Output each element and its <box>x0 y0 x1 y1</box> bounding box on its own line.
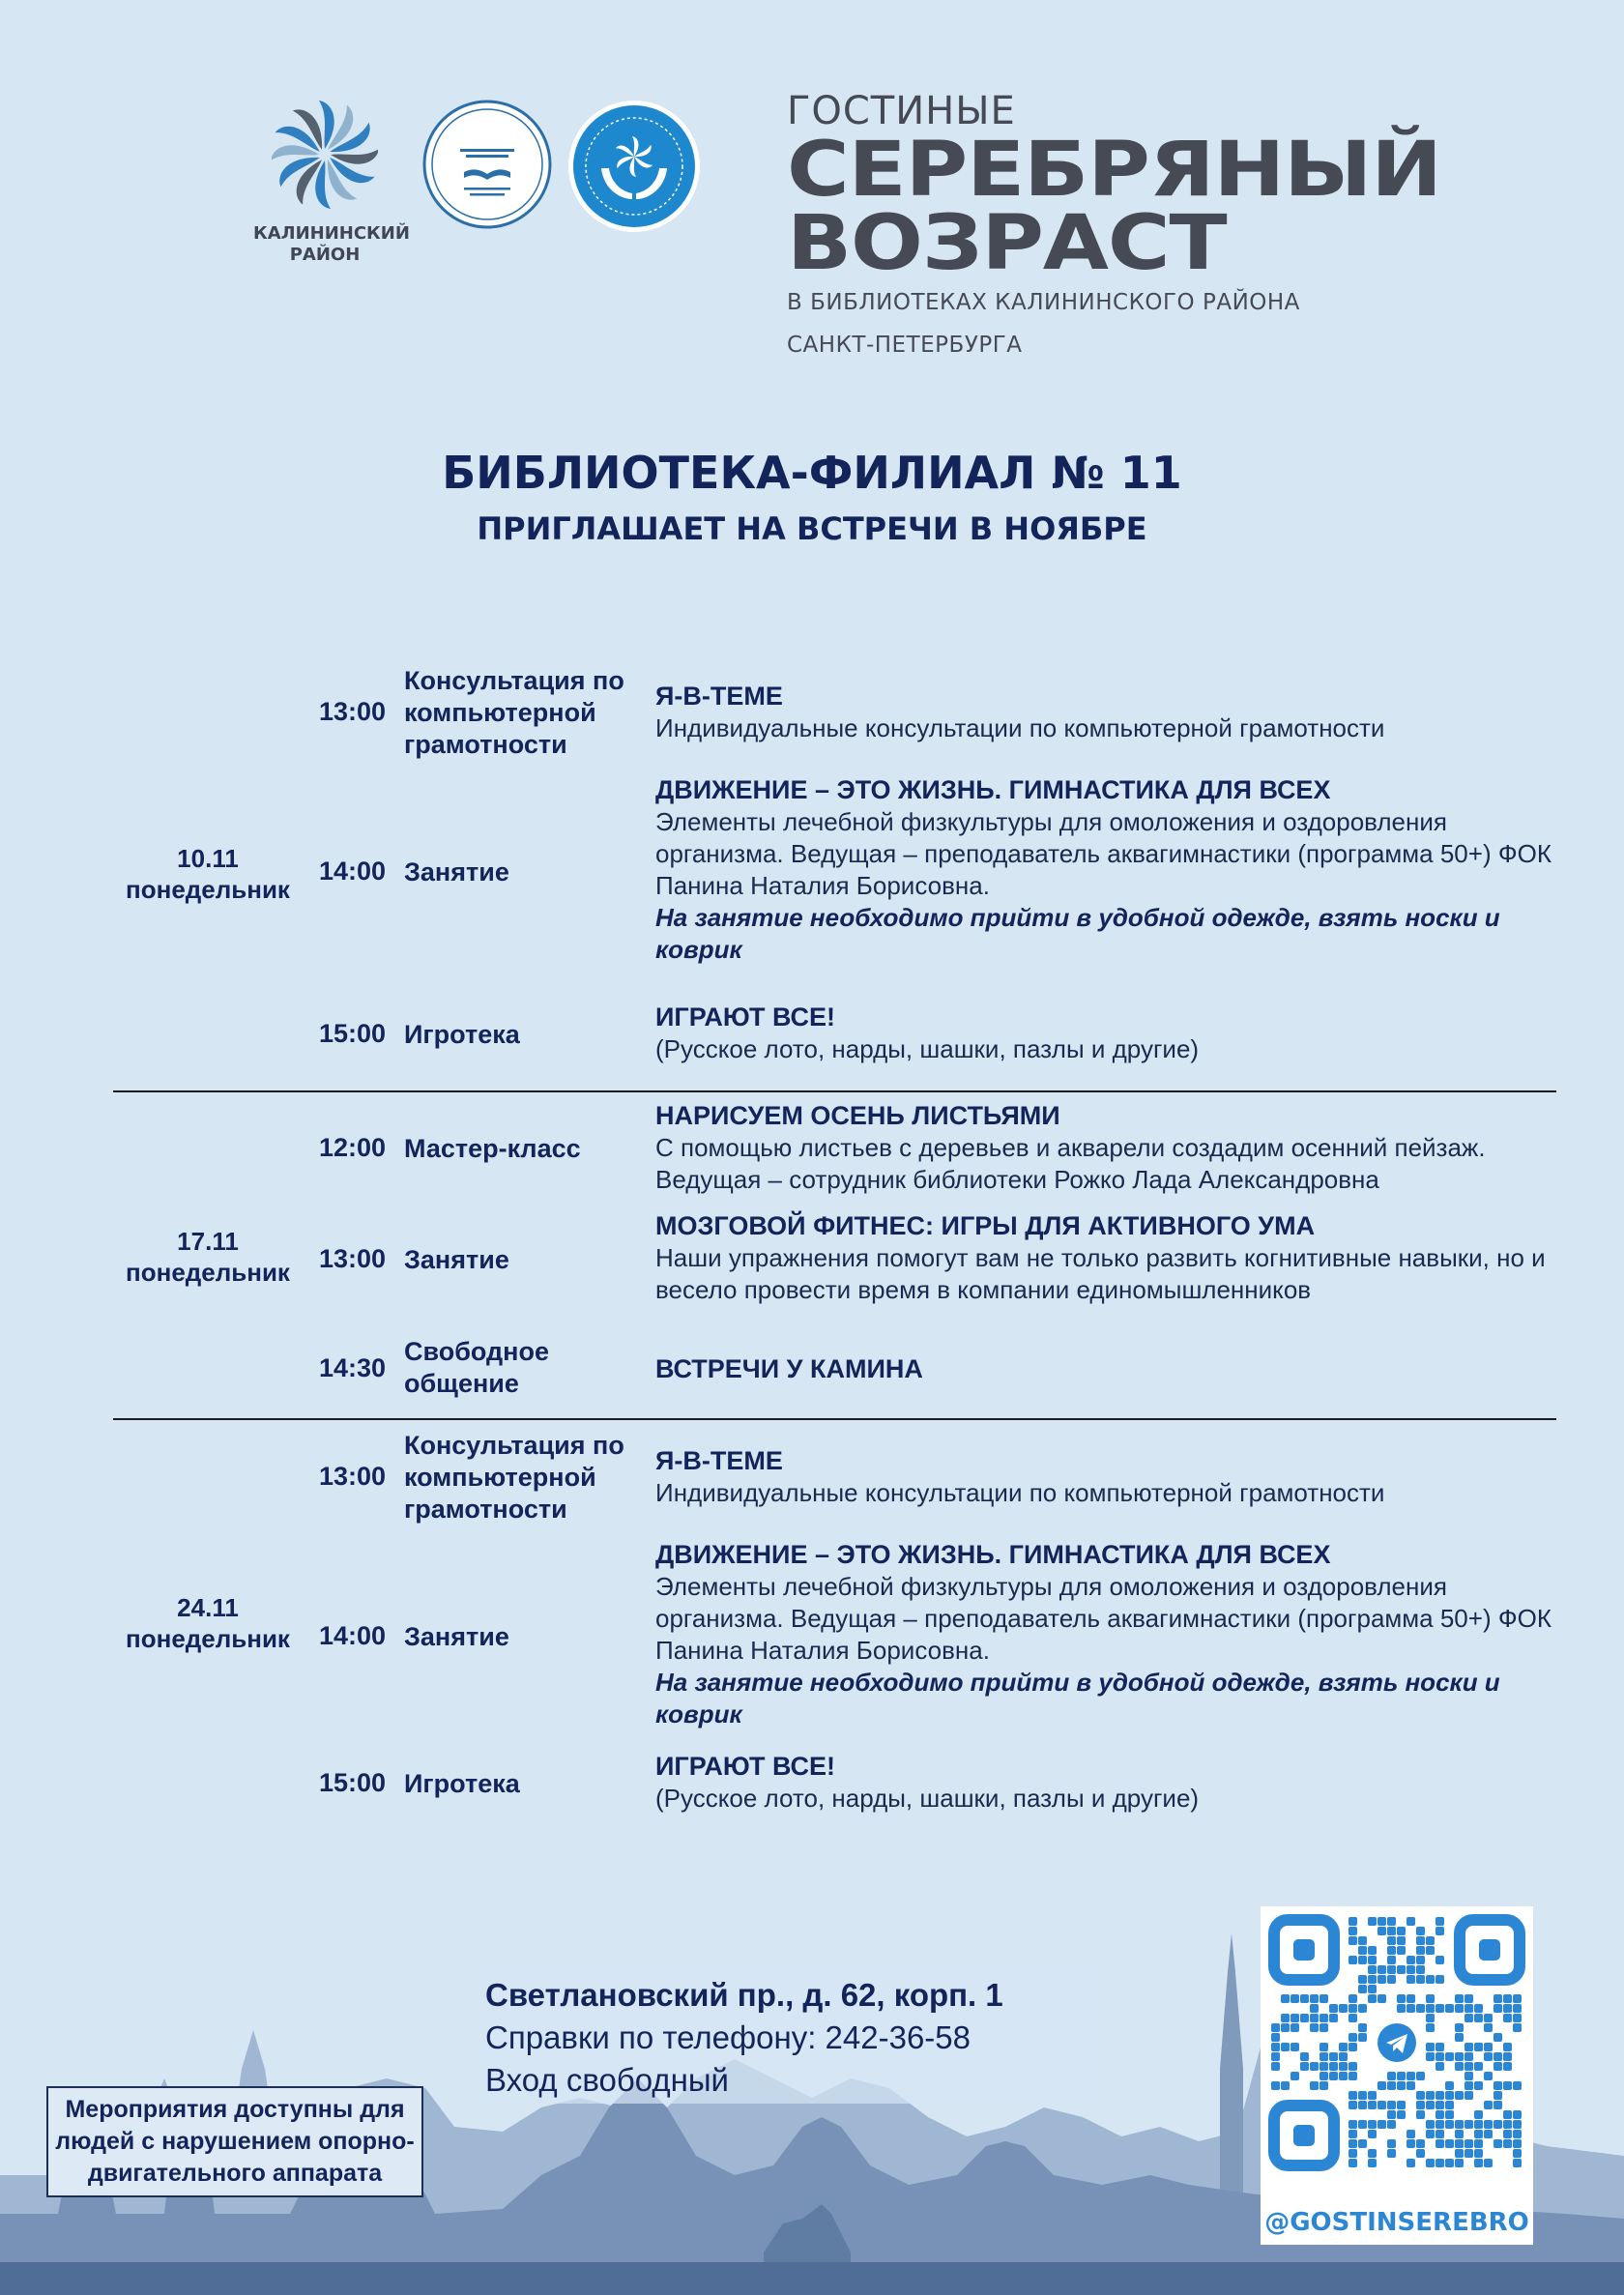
day-date-3: 24.11 понедельник <box>126 1593 290 1653</box>
event-title: ВСТРЕЧИ У КАМИНА <box>655 1354 923 1383</box>
event-description <box>655 1539 1564 1730</box>
brand-logo <box>787 89 1441 358</box>
event-title: НАРИСУЕМ ОСЕНЬ ЛИСТЬЯМИ <box>655 1101 1060 1130</box>
swirl-emblem-icon <box>272 97 378 213</box>
event-text: (Русское лото, нарды, шашки, пазлы и другие) <box>655 1034 1200 1063</box>
event-text: Индивидуальные консультации по компьютерной грамотности <box>655 1478 1385 1507</box>
event-type: Консультация по компьютерной грамотности <box>404 1431 624 1524</box>
library-system-logo <box>421 99 553 230</box>
day-date-1: 10.11 понедельник <box>126 844 290 904</box>
event-description <box>655 1100 1564 1196</box>
event-type: Занятие <box>404 1622 509 1651</box>
page-subtitle: ПРИГЛАШАЕТ НА ВСТРЕЧИ В НОЯБРЕ <box>477 510 1147 547</box>
event-text: Элементы лечебной физкультуры для омоложения и оздоровления организма. Ведущая – преподаватель аквагимнастики (программа 50+) ФОК Панина Наталия Борисовна. <box>655 1572 1552 1665</box>
event-note: На занятие необходимо прийти в удобной одежде, взять носки и коврик <box>655 903 1500 964</box>
event-text: (Русское лото, нарды, шашки, пазлы и другие) <box>655 1784 1200 1813</box>
event-time: 12:00 <box>319 1133 387 1162</box>
event-type: Свободное общение <box>404 1337 550 1398</box>
event-type: Игротека <box>404 1769 520 1798</box>
brand-line-3: ВОЗРАСТ <box>787 200 1227 287</box>
event-description <box>655 1002 1564 1065</box>
day-divider <box>113 1418 1556 1420</box>
event-text: Наши упражнения помогут вам не только развить когнитивные навыки, но и весело провести время в компании единомышленников <box>655 1243 1546 1304</box>
event-time: 13:00 <box>319 1244 387 1273</box>
event-type: Консультация по компьютерной грамотности <box>404 666 624 759</box>
telegram-handle[interactable]: @GOSTINSEREBRO <box>1264 2208 1529 2237</box>
entry-info: Вход свободный <box>485 2062 729 2098</box>
brand-line-1: ГОСТИНЫЕ <box>787 89 1016 133</box>
event-title: Я-В-ТЕМЕ <box>655 1446 783 1475</box>
event-description <box>655 1751 1564 1815</box>
event-type: Мастер-класс <box>404 1134 581 1163</box>
event-type: Занятие <box>404 857 509 886</box>
event-description <box>655 681 1564 744</box>
page-title: БИБЛИОТЕКА-ФИЛИАЛ № 11 <box>442 447 1182 499</box>
brand-line-5: САНКТ-ПЕТЕРБУРГА <box>787 333 1023 358</box>
accessibility-notice: Мероприятия доступны для людей с нарушением опорно-двигательного аппарата <box>46 2086 423 2197</box>
event-title: МОЗГОВОЙ ФИТНЕС: ИГРЫ ДЛЯ АКТИВНОГО УМА <box>655 1211 1316 1240</box>
brand-line-2: СЕРЕБРЯНЫЙ <box>787 127 1441 214</box>
event-description <box>655 1445 1564 1509</box>
qr-code-icon[interactable] <box>1261 1906 1533 2196</box>
event-time: 14:30 <box>319 1353 387 1382</box>
event-description <box>655 774 1564 966</box>
qr-code-card[interactable] <box>1261 1906 1533 2245</box>
event-time: 15:00 <box>319 1019 387 1048</box>
event-time: 14:00 <box>319 857 387 886</box>
event-title: ДВИЖЕНИЕ – ЭТО ЖИЗНЬ. ГИМНАСТИКА ДЛЯ ВСЕХ <box>655 1540 1331 1569</box>
event-type: Игротека <box>404 1020 520 1049</box>
phone-info: Справки по телефону: 242-36-58 <box>485 2019 971 2055</box>
day-date-2: 17.11 понедельник <box>126 1227 290 1287</box>
event-time: 13:00 <box>319 1462 387 1491</box>
event-text: Индивидуальные консультации по компьютерной грамотности <box>655 713 1385 742</box>
event-note: На занятие необходимо прийти в удобной одежде, взять носки и коврик <box>655 1668 1500 1729</box>
brand-line-4: В БИБЛИОТЕКАХ КАЛИНИНСКОГО РАЙОНА <box>787 290 1300 315</box>
social-support-logo <box>566 99 702 234</box>
event-title: ИГРАЮТ ВСЕ! <box>655 1752 835 1781</box>
day-divider <box>113 1090 1556 1092</box>
district-name: КАЛИНИНСКИЙ РАЙОН <box>253 223 410 265</box>
event-text: С помощью листьев с деревьев и акварели создадим осенний пейзаж. Ведущая – сотрудник библиотеки Рожко Лада Александровна <box>655 1133 1486 1194</box>
kalininsky-district-logo <box>253 97 410 266</box>
event-title: ИГРАЮТ ВСЕ! <box>655 1002 835 1031</box>
library-seal-icon <box>421 99 553 230</box>
contact-info <box>481 1972 1088 2104</box>
event-description <box>655 1210 1564 1306</box>
address: Светлановский пр., д. 62, корп. 1 <box>485 1977 1003 2013</box>
caring-hands-icon <box>566 99 702 234</box>
event-title: Я-В-ТЕМЕ <box>655 682 783 711</box>
event-time: 13:00 <box>319 697 387 726</box>
event-type: Занятие <box>404 1245 509 1274</box>
event-title: ДВИЖЕНИЕ – ЭТО ЖИЗНЬ. ГИМНАСТИКА ДЛЯ ВСЕХ <box>655 775 1331 804</box>
event-time: 14:00 <box>319 1621 387 1650</box>
event-text: Элементы лечебной физкультуры для омоложения и оздоровления организма. Ведущая – преподаватель аквагимнастики (программа 50+) ФОК Панина Наталия Борисовна. <box>655 807 1552 900</box>
event-description <box>655 1353 1564 1385</box>
event-time: 15:00 <box>319 1768 387 1797</box>
